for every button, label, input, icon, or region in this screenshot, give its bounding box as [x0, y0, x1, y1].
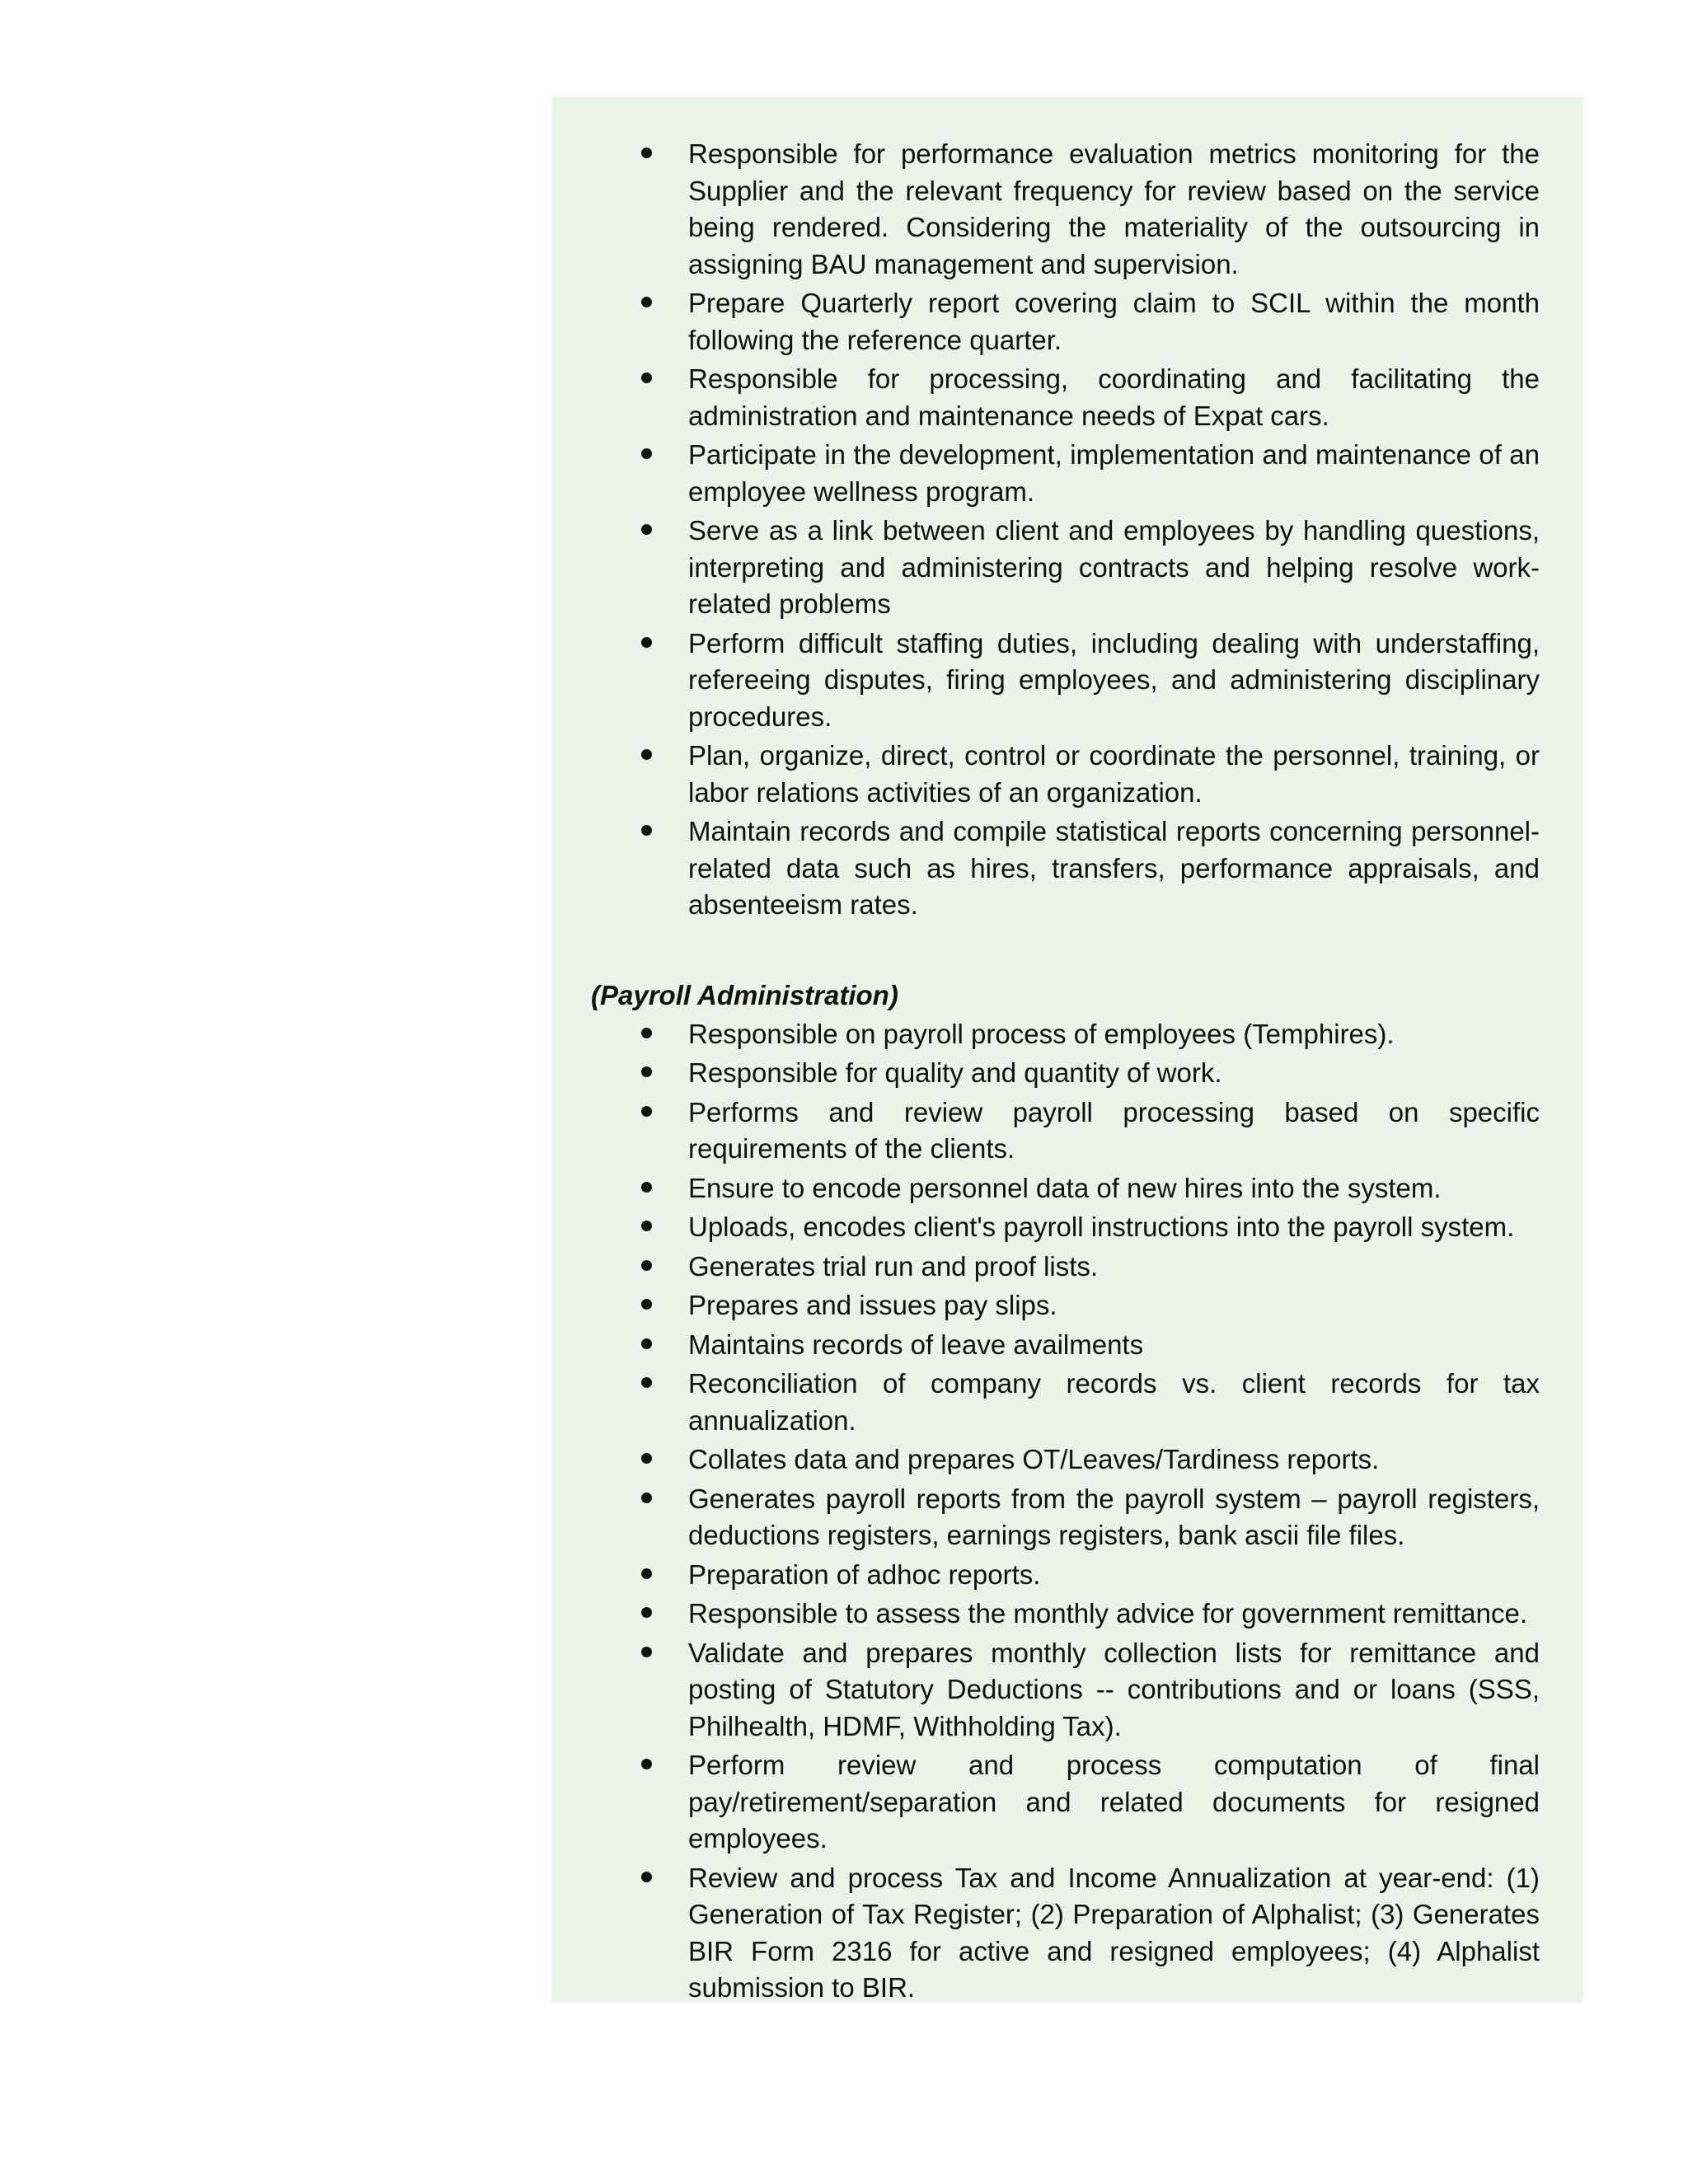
list-item [591, 1557, 1540, 1594]
list-item-text: Maintain records and compile statistical reports concerning personnel-related data such as hires, transfers, performance appraisals, and absenteeism rates. [688, 816, 1540, 920]
bullet-icon [641, 1759, 652, 1769]
bullet-icon [641, 1221, 652, 1231]
list-item-text: Responsible on payroll process of employees (Temphires). [688, 1018, 1395, 1049]
bullet-icon [641, 749, 652, 760]
list-item [591, 1209, 1540, 1246]
bullet-icon [641, 1647, 652, 1657]
list-item [591, 513, 1540, 623]
bullet-icon [641, 637, 652, 648]
bullet-icon [641, 1568, 652, 1579]
bullet-icon [641, 524, 652, 535]
bullet-icon [641, 1299, 652, 1310]
list-item-text: Responsible for processing, coordinating and facilitating the administration and maintenance needs of Expat cars. [688, 363, 1540, 431]
list-item-text: Reconciliation of company records vs. client records for tax annualization. [688, 1368, 1540, 1436]
bullet-icon [641, 1106, 652, 1117]
list-item-text: Maintains records of leave availments [688, 1329, 1144, 1360]
list-item [591, 1860, 1540, 2007]
list-item [591, 1635, 1540, 1746]
list-item [591, 1055, 1540, 1092]
list-item-text: Prepares and issues pay slips. [688, 1290, 1057, 1320]
list-item-text: Plan, organize, direct, control or coordinate the personnel, training, or labor relations activities of an organization. [688, 740, 1540, 808]
list-item [591, 1016, 1540, 1053]
list-item [591, 1481, 1540, 1554]
bullet-icon [641, 1260, 652, 1271]
bullet-icon [641, 1607, 652, 1618]
list-item [591, 1249, 1540, 1286]
list-item [591, 285, 1540, 359]
responsibilities-list [591, 136, 1540, 924]
bullet-icon [641, 1066, 652, 1077]
section-spacer [591, 926, 1540, 977]
bullet-icon [641, 1872, 652, 1882]
list-item [591, 1366, 1540, 1439]
list-item-text: Collates data and prepares OT/Leaves/Tardiness reports. [688, 1444, 1380, 1474]
list-item-text: Preparation of adhoc reports. [688, 1558, 1041, 1590]
list-item-text: Ensure to encode personnel data of new hires into the system. [688, 1172, 1442, 1203]
bullet-icon [641, 448, 652, 459]
list-item [591, 813, 1540, 924]
list-item-text: Performs and review payroll processing based on specific requirements of the clients. [688, 1096, 1540, 1164]
list-item [591, 1287, 1540, 1324]
list-item-text: Generates payroll reports from the payroll system – payroll registers, deductions registers, earnings registers, bank ascii file files. [688, 1483, 1540, 1550]
list-item [591, 1596, 1540, 1633]
list-item [591, 136, 1540, 283]
list-item-text: Responsible for performance evaluation metrics monitoring for the Supplier and the relevant frequency for review based on the service being rendered. Considering the materiality of the outsourcing in assigning BAU management and supervision. [688, 138, 1540, 279]
list-item-text: Perform review and process computation of final pay/retirement/separation and related documents for resigned employees. [688, 1750, 1540, 1854]
bullet-icon [641, 1493, 652, 1503]
list-item [591, 1170, 1540, 1207]
list-item-text: Uploads, encodes client's payroll instructions into the payroll system. [688, 1212, 1515, 1242]
bullet-icon [641, 373, 652, 383]
list-item [591, 1094, 1540, 1168]
list-item [591, 437, 1540, 510]
list-item-text: Serve as a link between client and employees by handling questions, interpreting and administering contracts and helping resolve work-related problems [688, 515, 1540, 619]
bullet-icon [641, 1028, 652, 1038]
bullet-icon [641, 825, 652, 836]
bullet-icon [641, 1338, 652, 1349]
list-item [591, 1327, 1540, 1364]
content-panel [551, 96, 1583, 2003]
bullet-icon [641, 1377, 652, 1388]
list-item [591, 361, 1540, 434]
list-item-text: Perform difficult staffing duties, including dealing with understaffing, refereeing disputes, firing employees, and administering disciplinary procedures. [688, 627, 1540, 732]
list-item-text: Responsible for quality and quantity of work. [688, 1057, 1222, 1088]
payroll-duties-list [591, 1016, 1540, 2007]
section-heading-payroll: (Payroll Administration) [591, 979, 898, 1010]
bullet-icon [641, 1182, 652, 1193]
list-item-text: Responsible to assess the monthly advice for government remittance. [688, 1598, 1528, 1629]
list-item-text: Generates trial run and proof lists. [688, 1250, 1099, 1282]
bullet-icon [641, 148, 652, 158]
list-item-text: Prepare Quarterly report covering claim to SCIL within the month following the reference quarter. [688, 288, 1540, 355]
list-item-text: Validate and prepares monthly collection lists for remittance and posting of Statutory Deductions -- contributions and or loans (SSS, Philhealth, HDMF, Withholding Tax). [688, 1637, 1540, 1741]
list-item [591, 1747, 1540, 1858]
list-item-text: Participate in the development, implementation and maintenance of an employee wellness program. [688, 439, 1540, 507]
bullet-icon [641, 297, 652, 307]
list-item-text: Review and process Tax and Income Annualization at year-end: (1) Generation of Tax Register; (2) Preparation of Alphalist; (3) Generates BIR Form 2316 for active and resigned employees; (4) Alphalist submission to BIR. [688, 1862, 1540, 2003]
list-item [591, 626, 1540, 736]
list-item [591, 738, 1540, 811]
bullet-icon [641, 1453, 652, 1464]
list-item [591, 1441, 1540, 1479]
